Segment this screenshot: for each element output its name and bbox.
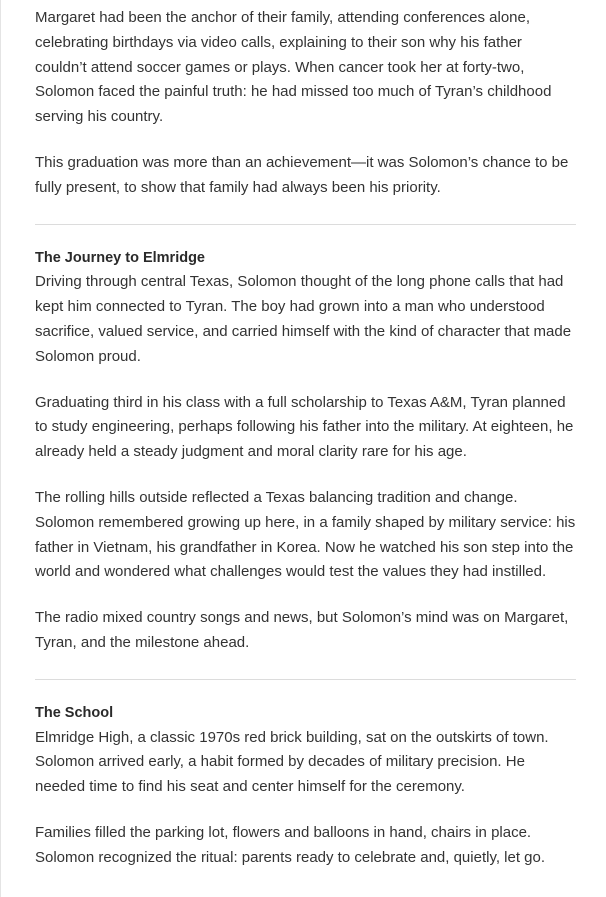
section-divider (35, 224, 576, 225)
section-journey (35, 246, 576, 656)
page-left-border (0, 0, 1, 897)
article-body (35, 6, 576, 871)
paragraph: Driving through central Texas, Solomon thought of the long phone calls that had kept him connected to Tyran. The boy had grown into a man who understood sacrifice, valued service, and carried himself with the kind of character that made Solomon proud. (35, 273, 572, 365)
section-school (35, 701, 576, 871)
paragraph: The radio mixed country songs and news, but Solomon’s mind was on Margaret, Tyran, and the milestone ahead. (35, 609, 569, 651)
intro-section (35, 6, 576, 201)
paragraph: Graduating third in his class with a full scholarship to Texas A&M, Tyran planned to study engineering, perhaps following his father into the military. At eighteen, he already held a steady judgment and moral clarity rare for his age. (35, 393, 574, 461)
paragraph: Families filled the parking lot, flowers and balloons in hand, chairs in place. Solomon recognized the ritual: parents ready to celebrate and, quietly, let go. (35, 823, 546, 866)
paragraph: The rolling hills outside reflected a Texas balancing tradition and change. Solomon remembered growing up here, in a family shaped by military service: his father in Vietnam, his grandfather in Korea. Now he watched his son step into the world and wondered what challenges would test the values they had instilled. (35, 488, 576, 581)
paragraph: Margaret had been the anchor of their family, attending conferences alone, celebrating birthdays via video calls, explaining to their son why his father couldn’t attend soccer games or plays. When cancer took her at forty-two, Solomon faced the painful truth: he had missed too much of Tyran’s childhood serving his country. (35, 9, 552, 126)
paragraph: This graduation was more than an achievement—it was Solomon’s chance to be fully present, to show that family had always been his priority. (35, 153, 569, 196)
section-divider (35, 679, 576, 680)
paragraph: Elmridge High, a classic 1970s red brick building, sat on the outskirts of town. Solomon arrived early, a habit formed by decades of military precision. He needed time to find his seat and center himself for the ceremony. (35, 728, 549, 796)
section-heading: The Journey to Elmridge (35, 249, 205, 266)
section-heading: The School (35, 704, 114, 721)
